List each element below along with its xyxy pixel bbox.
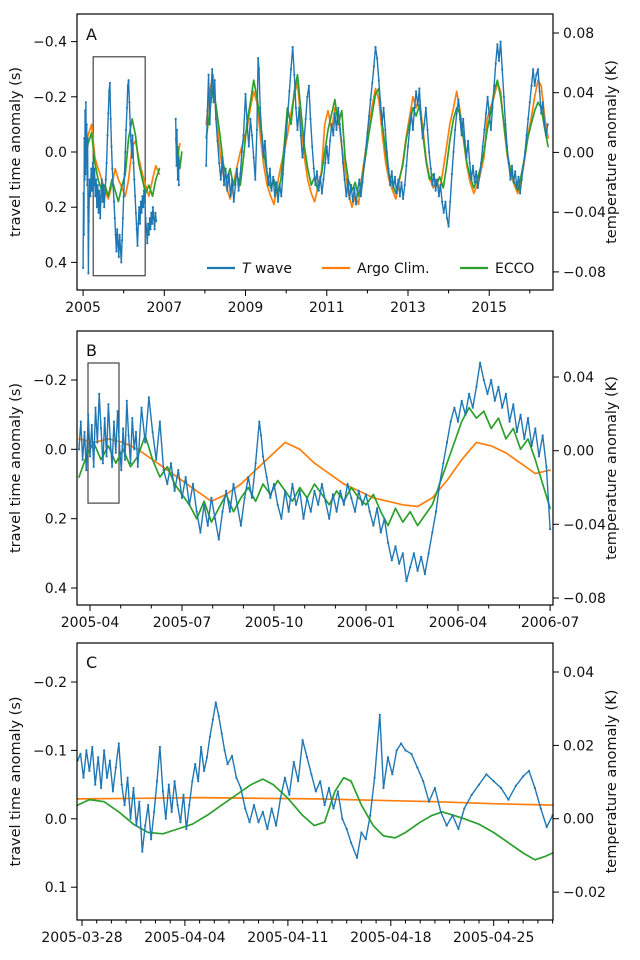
y-right-tick-label-a: 0.04: [563, 85, 595, 102]
y-right-tick-label-b: 0.00: [563, 443, 595, 460]
x-tick-label-c: 2005-04-25: [453, 930, 535, 946]
y-left-axis-label-c: travel time anomaly (s): [8, 696, 24, 867]
y-left-tick-label-a: 0.0: [44, 145, 67, 161]
legend: [207, 261, 534, 277]
y-right-tick-label-b: −0.08: [563, 591, 606, 607]
x-tick-label-a: 2013: [390, 300, 426, 316]
x-tick-label-c: 2005-04-11: [247, 930, 329, 946]
x-tick-label-c: 2005-03-28: [41, 930, 123, 946]
y-left-tick-label-c: −0.1: [33, 743, 67, 760]
panel-letter-a: A: [86, 25, 97, 44]
y-right-axis-label-a: temperature anomaly (K): [604, 60, 620, 244]
y-right-tick-label-a: 0.00: [563, 145, 595, 162]
x-tick-label-c: 2005-04-04: [144, 930, 226, 946]
ecco-line-b: [79, 408, 550, 526]
x-tick-label-b: 2005-04: [60, 615, 120, 631]
y-left-tick-label-a: 0.4: [44, 255, 67, 272]
x-tick-label-b: 2006-07: [520, 615, 580, 631]
panel-c: [8, 643, 620, 946]
y-right-tick-label-b: 0.04: [563, 370, 595, 386]
panel-letter-b: B: [86, 341, 97, 360]
y-left-tick-label-b: 0.0: [44, 442, 67, 459]
legend-label-t_wave: T wave: [242, 261, 292, 277]
y-right-tick-label-b: −0.04: [563, 517, 606, 534]
y-left-axis-label-a: travel time anomaly (s): [8, 66, 24, 238]
y-left-tick-label-b: 0.2: [44, 511, 67, 528]
y-right-tick-label-c: 0.04: [563, 665, 595, 681]
x-tick-label-b: 2005-10: [244, 615, 304, 631]
t-wave-line-b: [78, 362, 551, 583]
x-tick-label-a: 2009: [227, 300, 264, 316]
y-left-tick-label-a: −0.2: [33, 89, 67, 106]
argo-clim-line-c: [78, 798, 553, 806]
x-tick-label-a: 2011: [308, 300, 345, 316]
y-right-tick-label-a: −0.04: [563, 205, 606, 222]
y-right-axis-label-b: temperature anomaly (K): [604, 376, 620, 560]
x-tick-label-b: 2006-04: [428, 615, 488, 631]
x-tick-label-c: 2005-04-18: [350, 930, 432, 946]
y-right-axis-label-c: temperature anomaly (K): [604, 689, 620, 874]
t-wave-line-a: [82, 41, 549, 275]
x-tick-label-a: 2005: [65, 300, 101, 316]
y-right-tick-label-a: 0.08: [563, 26, 595, 42]
y-left-tick-label-a: 0.2: [44, 200, 67, 217]
x-tick-label-a: 2015: [471, 300, 508, 316]
x-tick-label-b: 2005-07: [152, 615, 212, 631]
panel-b: [8, 331, 620, 631]
t-wave-line-c: [77, 701, 554, 859]
y-left-tick-label-c: 0.1: [44, 880, 67, 897]
ticks-a: [71, 33, 559, 296]
x-tick-label-b: 2006-01: [336, 615, 396, 631]
y-right-tick-label-a: −0.08: [563, 264, 606, 281]
y-left-tick-label-c: 0.0: [44, 811, 67, 828]
legend-label-argo: Argo Clim.: [357, 261, 430, 277]
y-left-axis-label-b: travel time anomaly (s): [8, 382, 24, 554]
y-right-tick-label-c: 0.02: [563, 738, 595, 755]
y-left-tick-label-b: 0.4: [44, 581, 67, 597]
y-left-tick-label-c: −0.2: [33, 675, 67, 691]
y-left-tick-label-b: −0.2: [33, 373, 67, 389]
y-right-tick-label-c: −0.02: [563, 885, 606, 902]
y-right-tick-label-c: 0.00: [563, 811, 595, 828]
y-left-tick-label-a: −0.4: [33, 34, 67, 51]
legend-label-ecco: ECCO: [495, 261, 535, 277]
panel-letter-c: C: [86, 653, 98, 672]
x-tick-label-a: 2007: [146, 300, 183, 316]
